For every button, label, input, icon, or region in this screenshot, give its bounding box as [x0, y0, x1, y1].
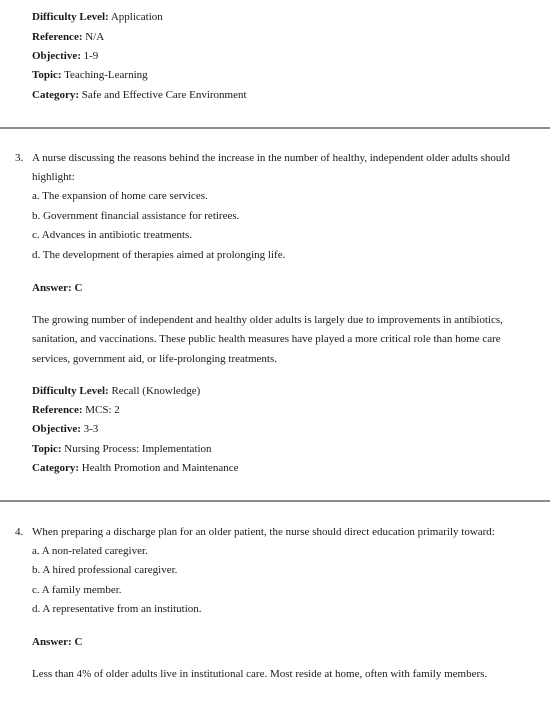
answer: Answer: C: [32, 636, 83, 648]
difficulty-level: Difficulty Level: Recall (Knowledge): [32, 385, 201, 397]
rationale-line: Less than 4% of older adults live in institutional care. Most reside at home, often with family members.: [32, 668, 488, 680]
option-a: a. A non-related caregiver.: [32, 545, 148, 557]
category: Category: Health Promotion and Maintenance: [32, 462, 239, 474]
question-stem: When preparing a discharge plan for an older patient, the nurse should direct education primarily toward:: [32, 526, 495, 538]
objective: Objective: 1-9: [32, 50, 99, 62]
question-stem-cont: highlight:: [32, 171, 75, 183]
option-c: c. A family member.: [32, 584, 122, 596]
reference: Reference: N/A: [32, 31, 105, 43]
question-number: 4.: [15, 526, 24, 538]
difficulty-level: Difficulty Level: Application: [32, 11, 163, 23]
category: Category: Safe and Effective Care Environment: [32, 89, 247, 101]
separator: [0, 500, 550, 502]
option-a: a. The expansion of home care services.: [32, 190, 208, 202]
reference: Reference: MCS: 2: [32, 404, 120, 416]
option-b: b. A hired professional caregiver.: [32, 564, 178, 576]
rationale-line: sanitation, and vaccinations. These public health measures have played a more critical role than home care: [32, 333, 501, 345]
answer: Answer: C: [32, 282, 83, 294]
question-stem: A nurse discussing the reasons behind the increase in the number of healthy, independent older adults should: [32, 152, 510, 164]
topic: Topic: Teaching-Learning: [32, 69, 148, 81]
objective: Objective: 3-3: [32, 423, 99, 435]
rationale-line: The growing number of independent and healthy older adults is largely due to improvements in antibiotics,: [32, 314, 503, 326]
option-d: d. A representative from an institution.: [32, 603, 202, 615]
option-d: d. The development of therapies aimed at prolonging life.: [32, 249, 286, 261]
option-b: b. Government financial assistance for retirees.: [32, 210, 240, 222]
option-c: c. Advances in antibiotic treatments.: [32, 229, 193, 241]
separator: [0, 127, 550, 129]
question-number: 3.: [15, 152, 24, 164]
topic: Topic: Nursing Process: Implementation: [32, 443, 212, 455]
rationale-line: services, government aid, or life-prolonging treatments.: [32, 353, 277, 365]
